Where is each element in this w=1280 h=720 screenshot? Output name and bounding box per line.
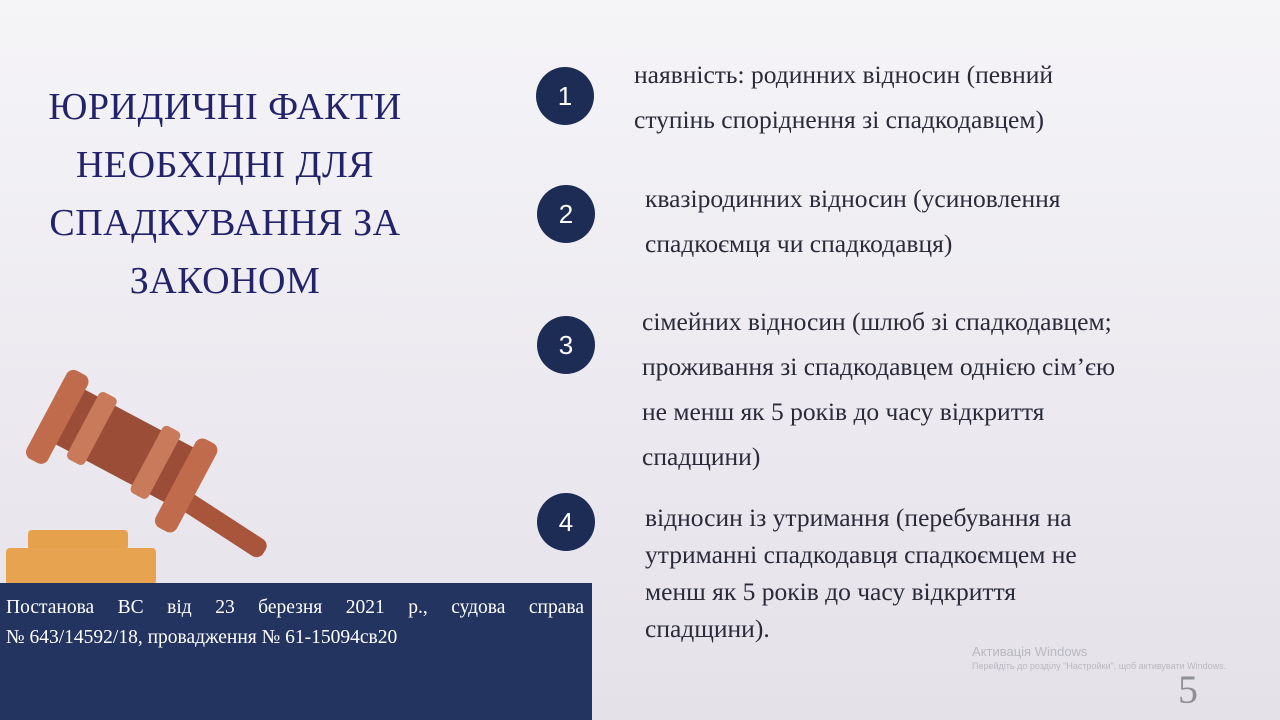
item-line: утриманні спадкодавця спадкоємцем не — [645, 540, 1077, 569]
slide-title — [20, 78, 430, 310]
item-line: проживання зі спадкодавцем однією сім’єю — [642, 352, 1116, 381]
reference-line: Постанова ВС від 23 березня 2021 р., судова справа — [6, 597, 584, 618]
list-item — [642, 299, 1115, 479]
court-reference-box — [0, 583, 592, 720]
title-line: СПАДКУВАННЯ ЗА — [49, 202, 401, 244]
title-line: ЗАКОНОМ — [129, 260, 321, 302]
item-line: ступінь споріднення зі спадкодавцем) — [634, 105, 1044, 134]
title-line: ЮРИДИЧНІ ФАКТИ — [48, 86, 402, 128]
item-line: не менш як 5 років до часу відкриття — [642, 397, 1045, 426]
number-badge-2: 2 — [537, 185, 595, 243]
item-line: сімейних відносин (шлюб зі спадкодавцем; — [642, 307, 1112, 336]
item-line: менш як 5 років до часу відкриття — [645, 577, 1017, 606]
list-item — [634, 52, 1053, 142]
gavel-icon — [0, 350, 300, 585]
number-badge-3: 3 — [537, 316, 595, 374]
list-item — [645, 176, 1061, 266]
page-number: 5 — [1178, 667, 1198, 712]
number-badge-4: 4 — [537, 493, 595, 551]
item-line: квазіродинних відносин (усиновлення — [645, 184, 1061, 213]
item-line: спадкоємця чи спадкодавця) — [645, 229, 953, 258]
watermark-title: Активація Windows — [972, 644, 1088, 659]
reference-line: № 643/14592/18, провадження № 61-15094св20 — [6, 627, 398, 648]
item-line: відносин із утримання (перебування на — [645, 503, 1072, 532]
list-item — [645, 499, 1077, 647]
title-line: НЕОБХІДНІ ДЛЯ — [75, 144, 375, 186]
watermark-subtitle: Перейдіть до розділу "Настройки", щоб активувати Windows. — [972, 661, 1227, 671]
item-line: наявність: родинних відносин (певний — [634, 60, 1054, 89]
item-line: спадщини) — [642, 442, 761, 471]
windows-activation-watermark — [972, 644, 1242, 673]
item-line: спадщини). — [645, 614, 770, 643]
number-badge-1: 1 — [536, 67, 594, 125]
